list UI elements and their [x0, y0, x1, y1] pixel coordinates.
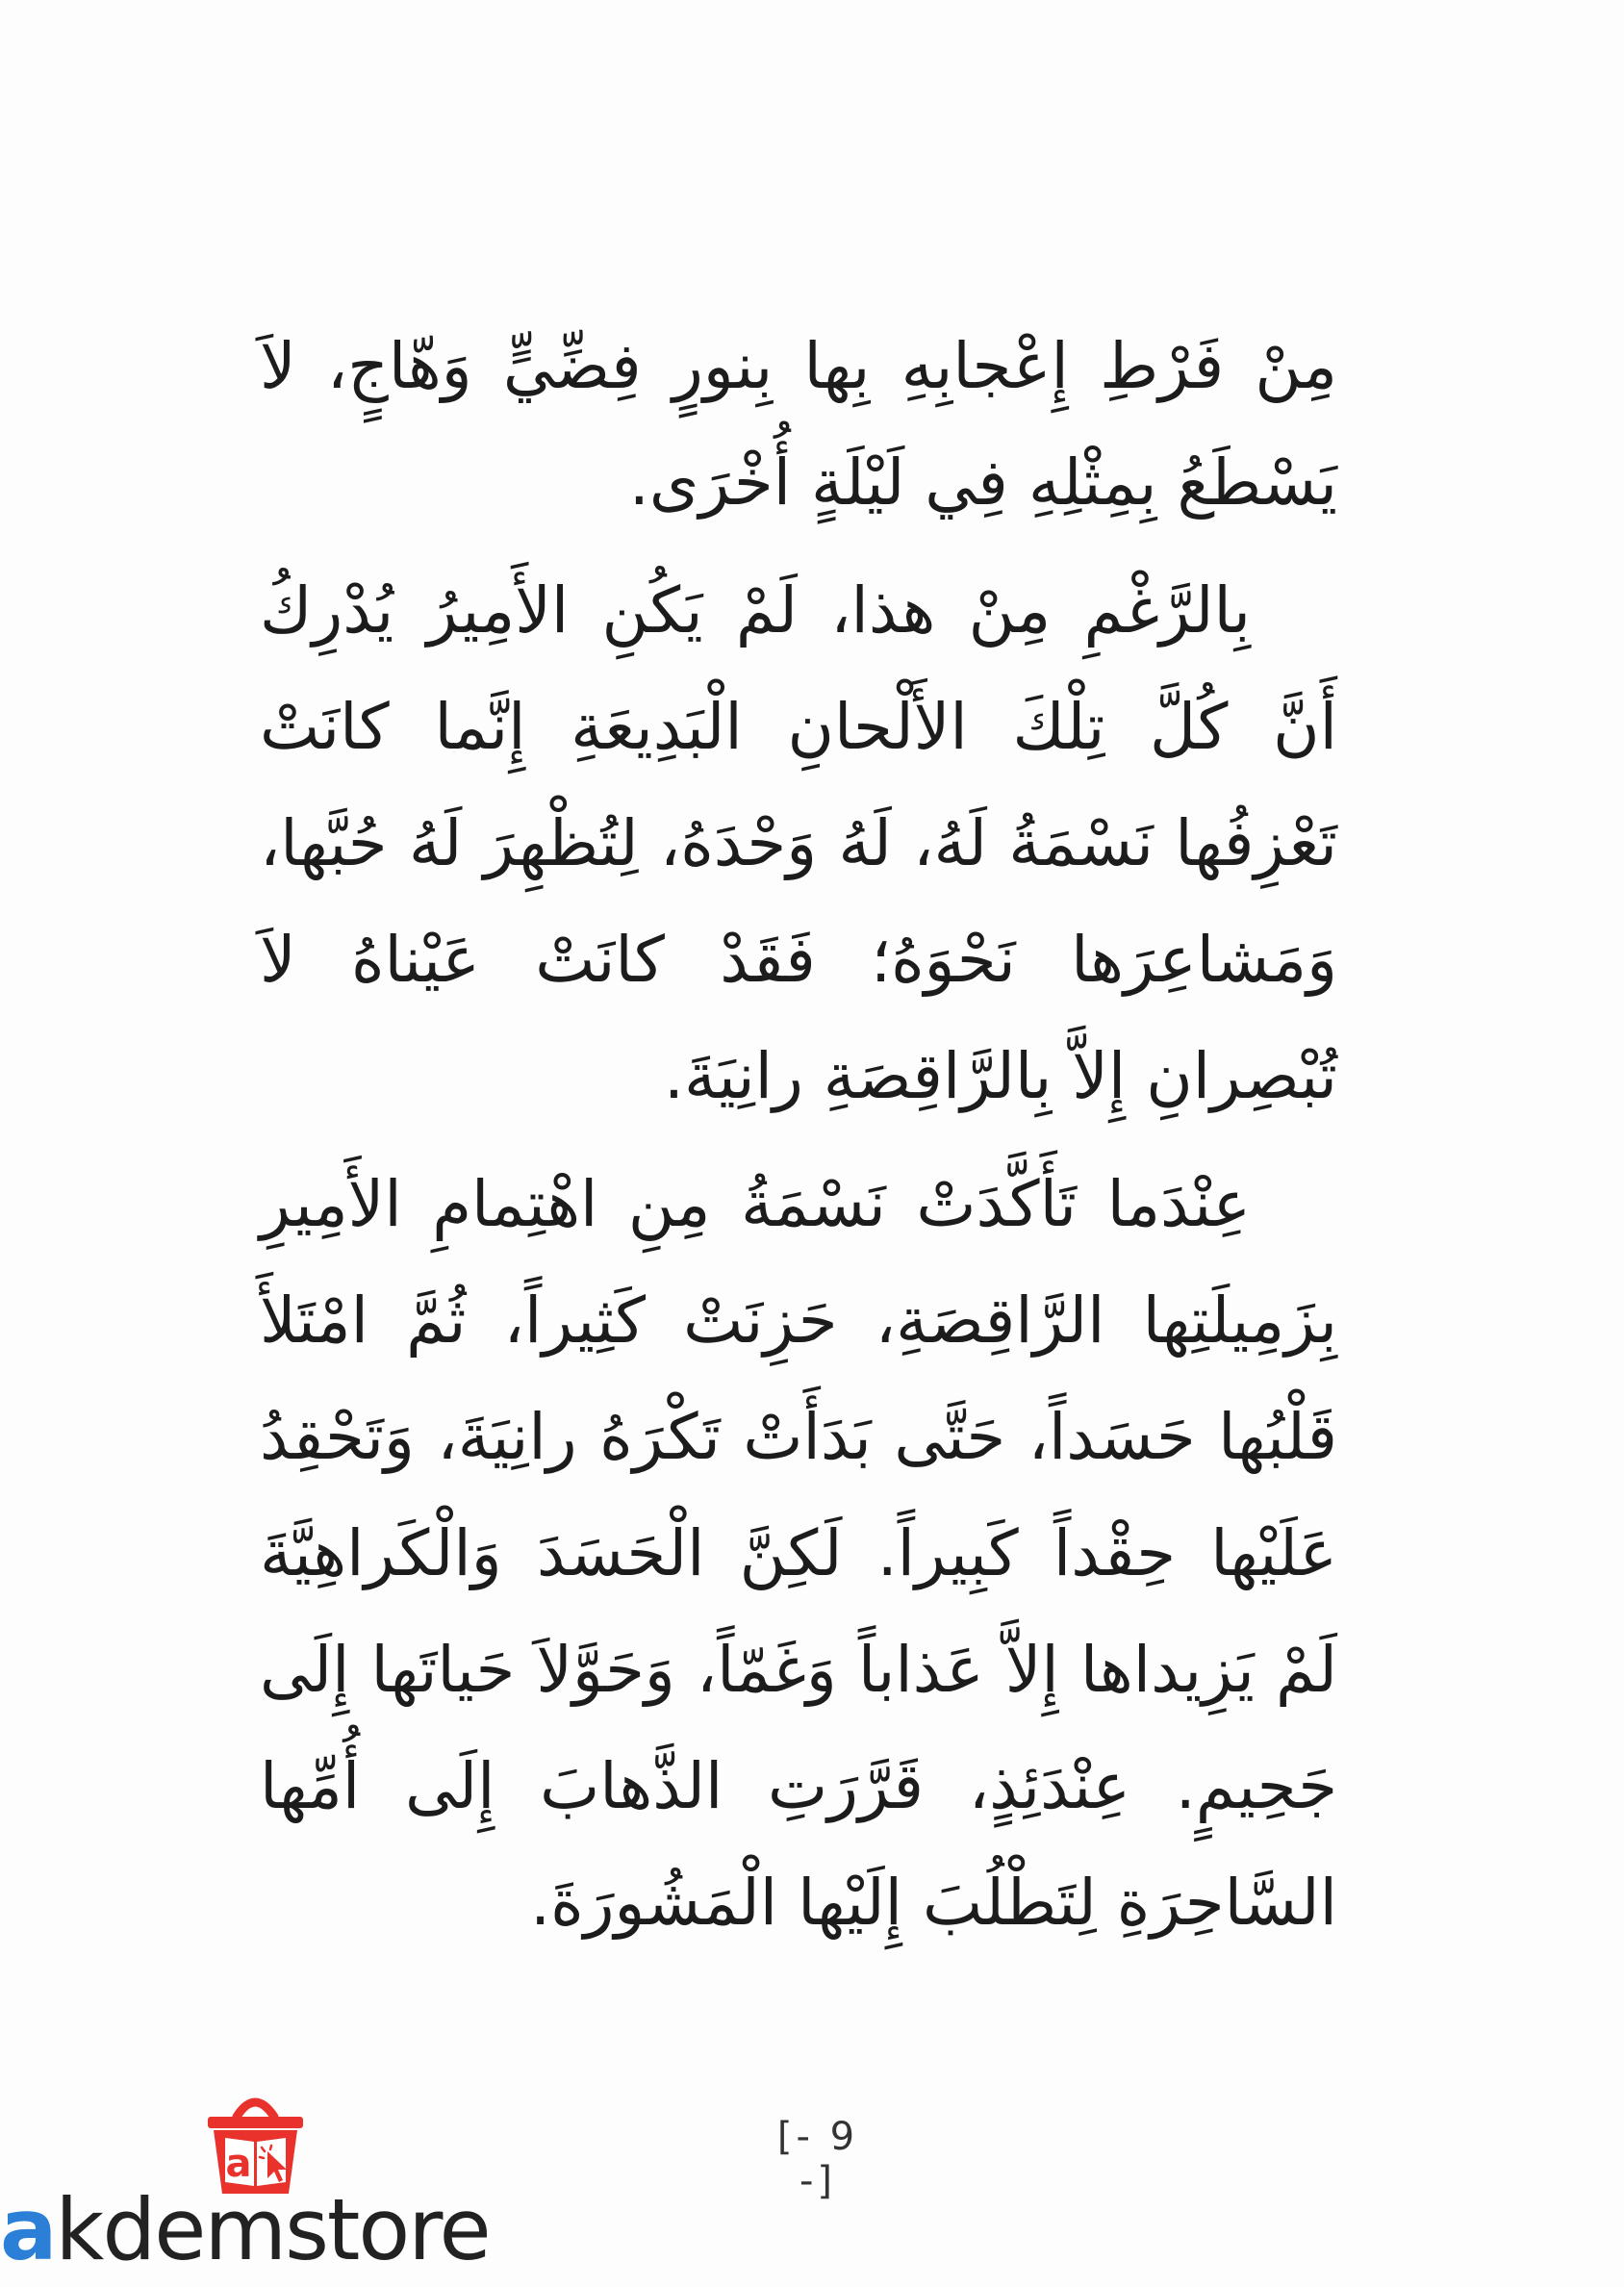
brand-logo: [0, 2182, 539, 2278]
paragraph-1: مِنْ فَرْطِ إِعْجابِهِ بِها بِنورٍ فِضِّيٍّ وَهّاجٍ، لاَ يَسْطَعُ بِمِثْلِهِ فِي لَيْلَةٍ أُخْرَى.: [260, 329, 1337, 520]
paragraph-2: بِالرَّغْمِ مِنْ هذا، لَمْ يَكُنِ الأَمِيرُ يُدْرِكُ أَنَّ كُلَّ تِلْكَ الأَلْحانِ الْبَدِيعَةِ إِنَّما كانَتْ تَعْزِفُها نَسْمَةُ لَهُ، لَهُ وَحْدَهُ، لِتُظْهِرَ لَهُ حُبَّها، وَمَشاعِرَها نَحْوَهُ؛ فَقَدْ كانَتْ عَيْناهُ لاَ تُبْصِرانِ إِلاَّ بِالرَّاقِصَةِ رانِيَةَ.: [260, 573, 1337, 1113]
svg-text:a: a: [225, 2142, 252, 2186]
page-body: [260, 308, 1337, 1972]
brand-logo-prefix: a: [0, 2180, 56, 2279]
brand-logo-name: kdemstore: [55, 2180, 490, 2279]
page-number: [- 9 -]: [776, 2115, 859, 2203]
paragraph-3: عِنْدَما تَأَكَّدَتْ نَسْمَةُ مِنِ اهْتِمامِ الأَمِيرِ بِزَمِيلَتِها الرَّاقِصَةِ، حَزِنَتْ كَثِيراً، ثُمَّ امْتَلأَ قَلْبُها حَسَداً، حَتَّى بَدَأَتْ تَكْرَهُ رانِيَةَ، وَتَحْقِدُ عَلَيْها حِقْداً كَبِيراً. لَكِنَّ الْحَسَدَ وَالْكَراهِيَّةَ لَمْ يَزِيداها إِلاَّ عَذاباً وَغَمّاً، وَحَوَّلاَ حَياتَها إِلَى جَحِيمٍ. عِنْدَئِذٍ، قَرَّرَتِ الذَّهابَ إِلَى أُمِّها السَّاحِرَةِ لِتَطْلُبَ إِلَيْها الْمَشُورَةَ.: [260, 1167, 1337, 1940]
